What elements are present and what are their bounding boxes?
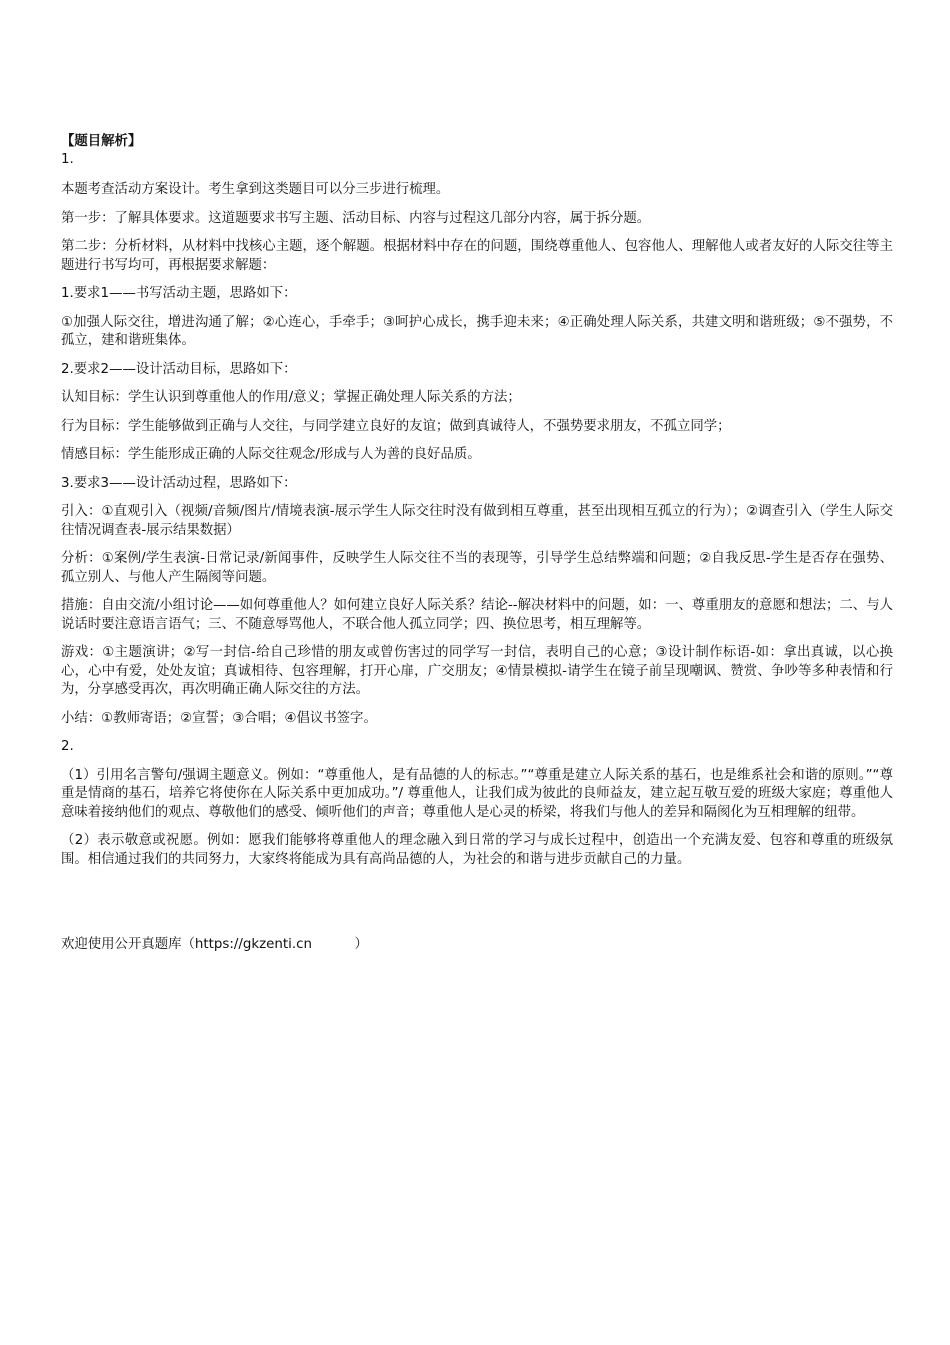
footer-note: 欢迎使用公开真题库（https://gkzenti.cn ） (61, 937, 368, 952)
q1-goal-behavior: 行为目标：学生能够做到正确与人交往，与同学建立良好的友谊；做到真诚待人，不强势要求朋友，不孤立同学； (61, 418, 731, 434)
analysis-document (61, 133, 893, 869)
q1-req1-title: 1.要求1——书写活动主题，思路如下： (61, 286, 297, 301)
q1-intro-step: 引入：①直观引入（视频/音频/图片/情境表演-展示学生人际交往时没有做到相互尊重，甚至出现相互孤立的行为）；②调查引入（学生人际交往情况调查表-展示结果数据） (61, 504, 893, 538)
question-2-number: 2. (61, 739, 74, 754)
question-1-number: 1. (61, 152, 74, 167)
q1-analysis-step: 分析：①案例/学生表演-日常记录/新闻事件，反映学生人际交往不当的表现等，引导学生总结弊端和问题；②自我反思-学生是否存在强势、孤立别人、与他人产生隔阂等问题。 (61, 551, 893, 585)
q1-measures-step: 措施：自由交流/小组讨论——如何尊重他人？如何建立良好人际关系？结论--解决材料中的问题，如：一、尊重朋友的意愿和想法；二、与人说话时要注意语言语气；三、不随意辱骂他人，不联合他人孤立同学；四、换位思考，相互理解等。 (61, 598, 893, 632)
q1-req3-title: 3.要求3——设计活动过程，思路如下： (61, 475, 297, 491)
q1-game-step: 游戏：①主题演讲；②写一封信-给自己珍惜的朋友或曾伤害过的同学写一封信，表明自己的心意；③设计制作标语-如：拿出真诚，以心换心，心中有爱，处处友谊；真诚相待、包容理解，打开心扉，广交朋友；④情景模拟-请学生在镜子前呈现嘲讽、赞赏、争吵等多种表情和行为，分享感受再次，再次明确正确人际交往的方法。 (61, 645, 893, 697)
section-heading: 【题目解析】 (61, 134, 142, 149)
q1-intro: 本题考查活动方案设计。考生拿到这类题目可以分三步进行梳理。 (61, 182, 450, 197)
q1-req1-body: ①加强人际交往，增进沟通了解；②心连心，手牵手；③呵护心成长，携手迎未来；④正确处理人际关系，共建文明和谐班级；⑤不强势，不孤立，建和谐班集体。 (61, 314, 893, 348)
q1-req2-title: 2.要求2——设计活动目标，思路如下： (61, 361, 297, 377)
q1-goal-cognitive: 认知目标：学生认识到尊重他人的作用/意义；掌握正确处理人际关系的方法； (61, 390, 521, 405)
q1-summary-step: 小结：①教师寄语；②宣誓；③合唱；④倡议书签字。 (61, 710, 377, 726)
q2-part1: （1）引用名言警句/强调主题意义。例如：“尊重他人，是有品德的人的标志。”“尊重是建立人际关系的基石，也是维系社会和谐的原则。”“尊重是情商的基石，培养它将使你在人际关系中更加成功。”/ 尊重他人，让我们成为彼此的良师益友，建立起互敬互爱的班级大家庭；尊重他人意味着接纳他们的观点、尊敬他们的感受、倾听他们的声音；尊重他人是心灵的桥梁，将我们与他人的差异和隔阂化为互相理解的纽带。 (61, 767, 893, 820)
q1-step2: 第二步：分析材料，从材料中找核心主题，逐个解题。根据材料中存在的问题，围绕尊重他人、包容他人、理解他人或者友好的人际交往等主题进行书写均可，再根据要求解题： (61, 239, 893, 273)
q2-part2: （2）表示敬意或祝愿。例如：愿我们能够将尊重他人的理念融入到日常的学习与成长过程中，创造出一个充满友爱、包容和尊重的班级氛围。相信通过我们的共同努力，大家终将能成为具有高尚品德的人，为社会的和谐与进步贡献自己的力量。 (61, 833, 893, 867)
q1-step1: 第一步：了解具体要求。这道题要求书写主题、活动目标、内容与过程这几部分内容，属于拆分题。 (61, 210, 651, 226)
q1-goal-emotion: 情感目标：学生能形成正确的人际交往观念/形成与人为善的良好品质。 (61, 447, 481, 462)
